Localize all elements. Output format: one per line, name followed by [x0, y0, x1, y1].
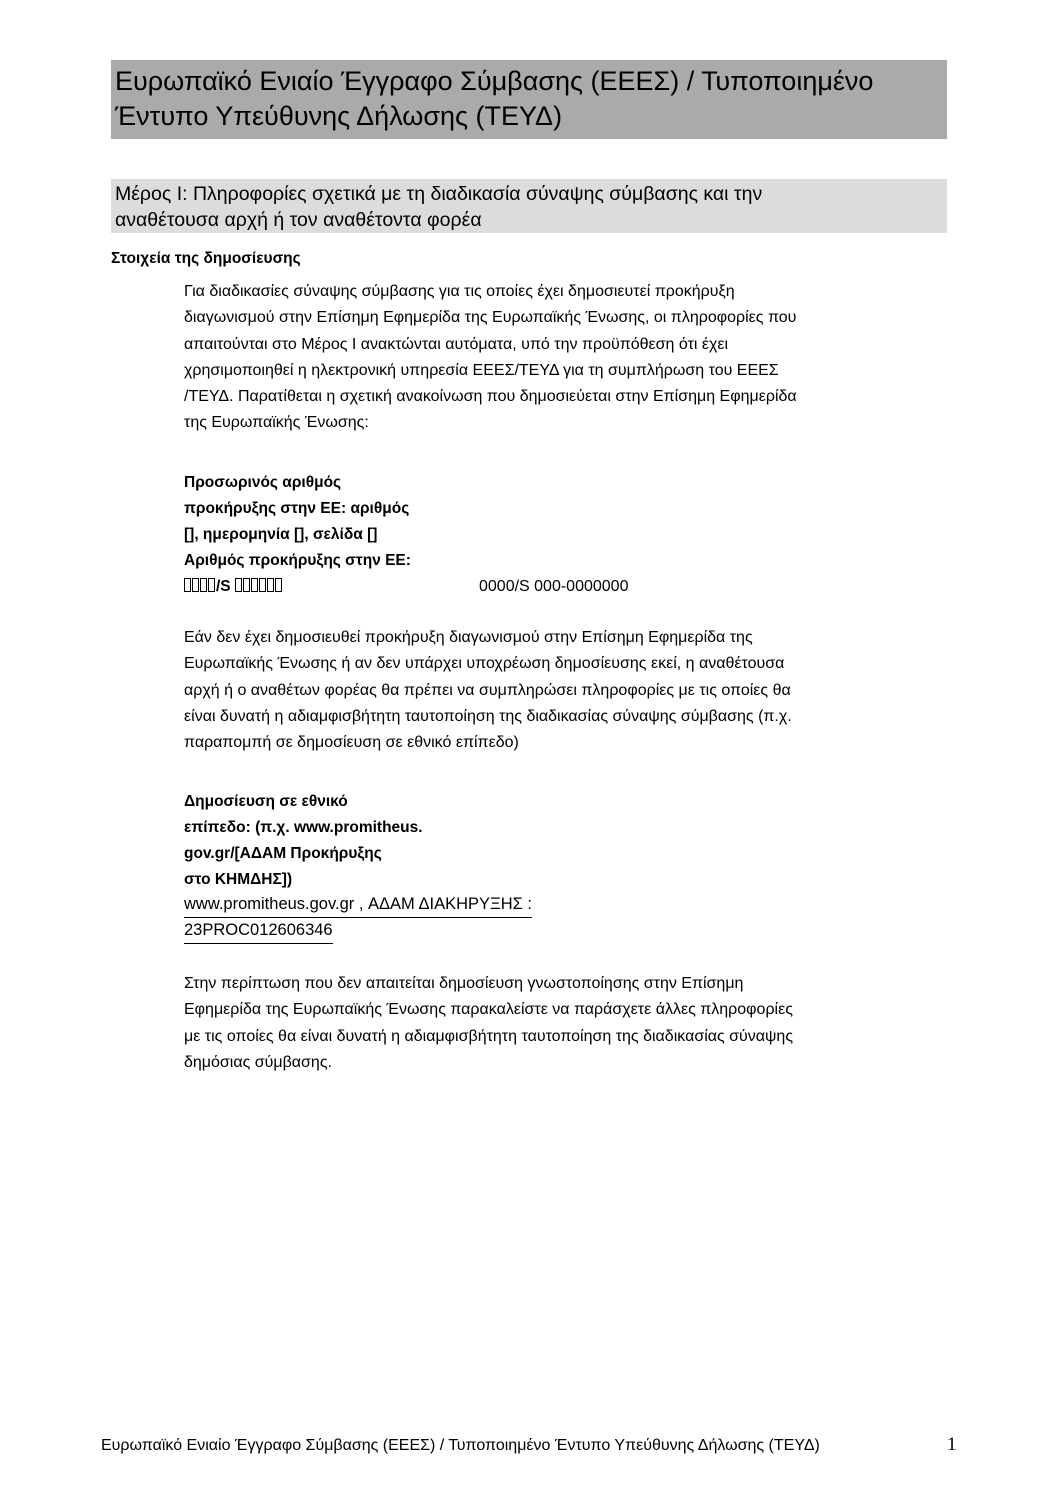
- document-title: [111, 60, 947, 139]
- placeholder-box-icon: [200, 578, 207, 592]
- placeholder-box-icon: [208, 578, 215, 592]
- notice-number-format: [184, 574, 411, 600]
- paragraph-line: παραπομπή σε δημοσίευση σε εθνικό επίπεδο): [184, 734, 519, 752]
- eu-notice-value: 0000/S 000-0000000: [479, 578, 629, 595]
- placeholder-box-icon: [184, 578, 191, 592]
- value-line: www.promitheus.gov.gr , ΑΔΑΜ ΔΙΑΚΗΡΥΞΗΣ :: [184, 892, 532, 918]
- value-line: 23PROC012606346: [184, 918, 333, 944]
- paragraph-line: /ΤΕΥΔ. Παρατίθεται η σχετική ανακοίνωση που δημοσιεύεται στην Επίσημη Εφημερίδα: [184, 388, 797, 406]
- format-separator: /S: [216, 578, 231, 595]
- paragraph-line: Ευρωπαϊκής Ένωσης ή αν δεν υπάρχει υποχρέωση δημοσίευσης εκεί, η αναθέτουσα: [184, 655, 785, 673]
- label-line: Προσωρινός αριθμός: [184, 474, 342, 491]
- national-publication-value: [184, 892, 620, 943]
- placeholder-box-icon: [259, 578, 266, 592]
- paragraph-line: με τις οποίες θα είναι δυνατή η αδιαμφισβήτητη ταυτοποίηση της διαδικασίας σύναψης: [184, 1027, 794, 1045]
- label-line: επίπεδο: (π.χ. www.promitheus.: [184, 819, 423, 836]
- label-line: Δημοσίευση σε εθνικό: [184, 793, 348, 810]
- paragraph-line: Εάν δεν έχει δημοσιευθεί προκήρυξη διαγωνισμού στην Επίσημη Εφημερίδα της: [184, 629, 753, 646]
- other-info-paragraph: [184, 971, 944, 1076]
- label-line: Αριθμός προκήρυξης στην ΕΕ:: [184, 552, 411, 569]
- placeholder-box-icon: [267, 578, 274, 592]
- section-title: [111, 179, 947, 233]
- paragraph-line: δημόσιας σύμβασης.: [184, 1053, 332, 1071]
- paragraph-line: απαιτούνται στο Μέρος Ι ανακτώνται αυτόματα, υπό την προϋπόθεση ότι έχει: [184, 335, 729, 353]
- placeholder-box-icon: [251, 578, 258, 592]
- paragraph-line: Για διαδικασίες σύναψης σύμβασης για τις οποίες έχει δημοσιευτεί προκήρυξη: [184, 283, 735, 300]
- paragraph-line: είναι δυνατή η αδιαμφισβήτητη ταυτοποίηση της διαδικασίας σύναψης σύμβασης (π.χ.: [184, 707, 792, 725]
- national-paragraph: [184, 625, 944, 756]
- label-line: gov.gr/[ΑΔΑΜ Προκήρυξης: [184, 845, 382, 862]
- title-line: Έντυπο Υπεύθυνης Δήλωσης (ΤΕΥΔ): [115, 101, 563, 131]
- paragraph-line: Στην περίπτωση που δεν απαιτείται δημοσίευση γνωστοποίησης στην Επίσημη: [184, 975, 744, 992]
- page-number: 1: [947, 1434, 957, 1455]
- paragraph-line: Εφημερίδα της Ευρωπαϊκής Ένωσης παρακαλείστε να παράσχετε άλλες πληροφορίες: [184, 1001, 793, 1019]
- paragraph-line: της Ευρωπαϊκής Ένωσης:: [184, 414, 369, 432]
- title-line: Ευρωπαϊκό Ενιαίο Έγγραφο Σύμβασης (ΕΕΕΣ) / Τυποποιημένο: [115, 66, 874, 96]
- placeholder-box-icon: [243, 578, 250, 592]
- label-line: [], ημερομηνία [], σελίδα []: [184, 526, 378, 543]
- intro-paragraph: [184, 279, 944, 437]
- label-line: προκήρυξης στην ΕΕ: αριθμός: [184, 500, 410, 517]
- placeholder-box-icon: [275, 578, 282, 592]
- paragraph-line: διαγωνισμού στην Επίσημη Εφημερίδα της Ευρωπαϊκής Ένωσης, οι πληροφορίες που: [184, 309, 797, 327]
- section-title-line: Μέρος Ι: Πληροφορίες σχετικά με τη διαδικασία σύναψης σύμβασης και την: [115, 183, 763, 205]
- page-footer: Ευρωπαϊκό Ενιαίο Έγγραφο Σύμβασης (ΕΕΕΣ) / Τυποποιημένο Έντυπο Υπεύθυνης Δήλωσης (ΤΕΥΔ): [101, 1437, 820, 1454]
- national-publication-label: [184, 789, 423, 893]
- paragraph-line: χρησιμοποιηθεί η ηλεκτρονική υπηρεσία ΕΕΕΣ/ΤΕΥΔ για τη συμπλήρωση του ΕΕΕΣ: [184, 361, 779, 379]
- placeholder-box-icon: [192, 578, 199, 592]
- section-title-line: αναθέτουσα αρχή ή τον αναθέτοντα φορέα: [115, 209, 482, 231]
- paragraph-line: αρχή ή ο αναθέτων φορέας θα πρέπει να συμπληρώσει πληροφορίες με τις οποίες θα: [184, 681, 791, 699]
- placeholder-box-icon: [235, 578, 242, 592]
- label-line: στο ΚΗΜΔΗΣ]): [184, 871, 293, 888]
- eu-notice-label: [184, 470, 411, 600]
- publication-subheading: Στοιχεία της δημοσίευσης: [111, 250, 301, 267]
